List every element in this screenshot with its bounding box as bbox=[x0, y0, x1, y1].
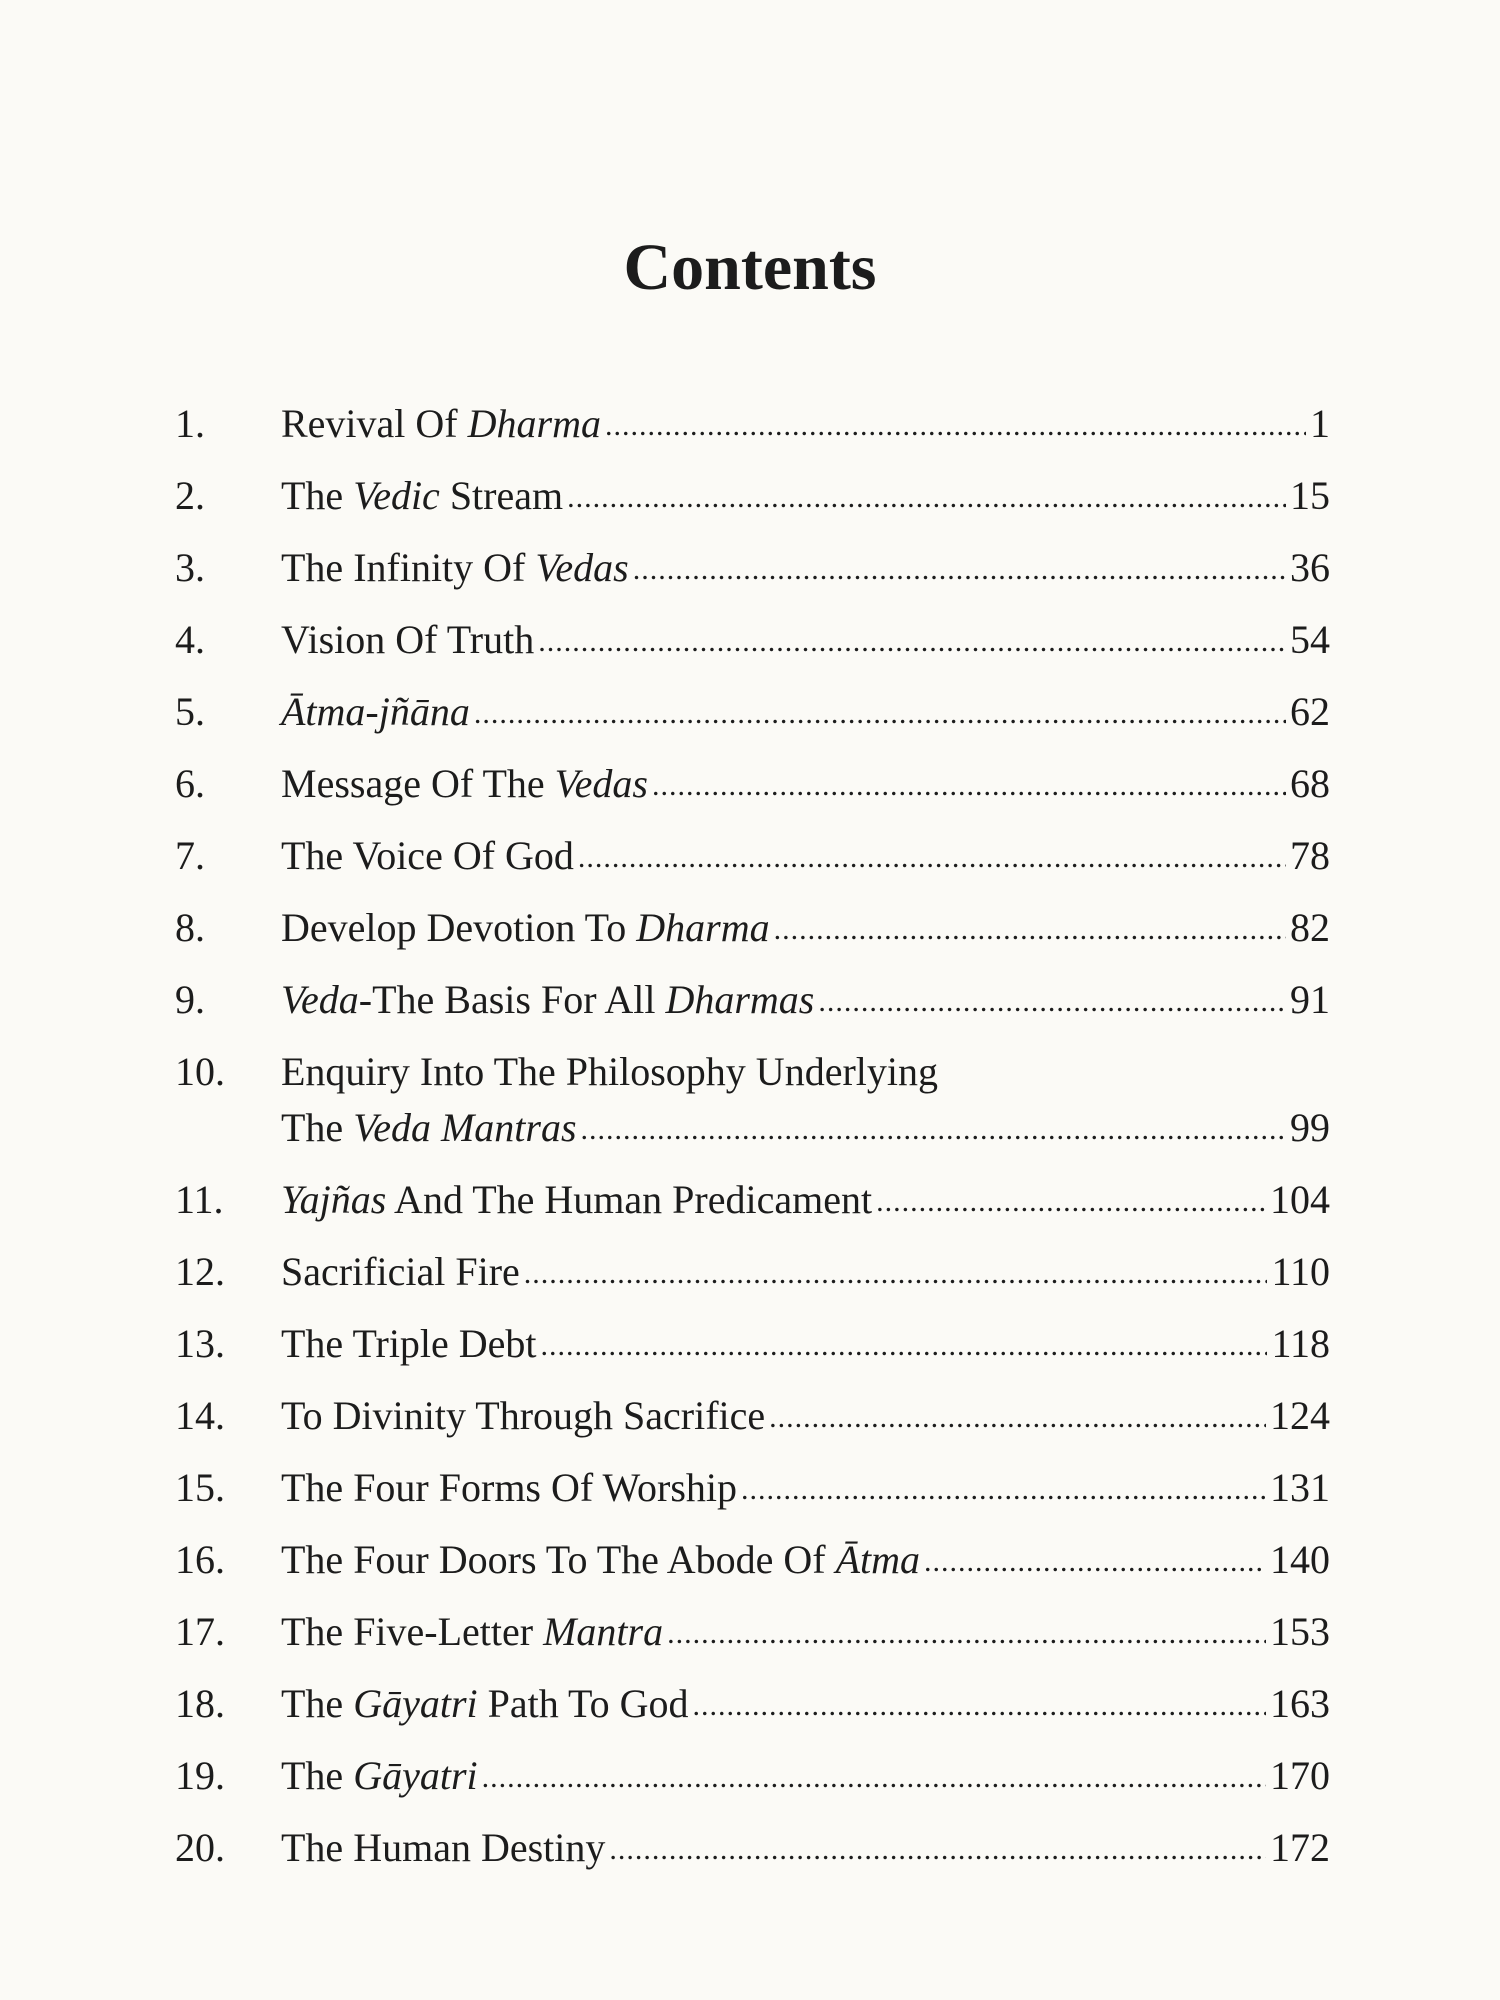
entry-line bbox=[281, 1740, 1330, 1812]
entry-title-part: The bbox=[281, 473, 354, 518]
page-number: 1 bbox=[1310, 401, 1330, 446]
entry-body bbox=[281, 1812, 1330, 1884]
page-number: 91 bbox=[1290, 977, 1330, 1022]
dot-leader bbox=[474, 674, 1286, 750]
dot-leader bbox=[769, 1378, 1266, 1454]
entry-title bbox=[281, 676, 470, 748]
entry-title bbox=[281, 748, 648, 820]
toc-entry bbox=[175, 1380, 1330, 1452]
page-number: 104 bbox=[1270, 1177, 1330, 1222]
toc-entry bbox=[175, 604, 1330, 676]
entry-title bbox=[281, 1164, 872, 1236]
page-number: 153 bbox=[1270, 1609, 1330, 1654]
entry-body bbox=[281, 1740, 1330, 1812]
entry-title bbox=[281, 604, 534, 676]
toc-entry bbox=[175, 1036, 1330, 1164]
entry-body bbox=[281, 820, 1330, 892]
toc-entry bbox=[175, 1524, 1330, 1596]
entry-line bbox=[281, 1668, 1330, 1740]
page-title: Contents bbox=[623, 231, 877, 304]
dot-leader bbox=[667, 1594, 1266, 1670]
entry-line bbox=[281, 1380, 1330, 1452]
toc-entry bbox=[175, 1164, 1330, 1236]
dot-leader bbox=[741, 1450, 1266, 1526]
toc-entry bbox=[175, 1812, 1330, 1884]
entry-line bbox=[281, 1100, 1330, 1156]
entry-title-part: The Four Forms Of Worship bbox=[281, 1465, 738, 1510]
dot-leader bbox=[609, 1810, 1266, 1886]
entry-number: 8. bbox=[175, 905, 205, 950]
entry-number: 15. bbox=[175, 1465, 225, 1510]
dot-leader bbox=[605, 386, 1306, 462]
entry-title-part: Vision Of Truth bbox=[281, 617, 535, 662]
entry-number: 5. bbox=[175, 689, 205, 734]
entry-title-part: -The Basis For All bbox=[358, 977, 666, 1022]
entry-title bbox=[281, 964, 814, 1036]
toc-entry bbox=[175, 1236, 1330, 1308]
entry-number: 4. bbox=[175, 617, 205, 662]
dot-leader bbox=[924, 1522, 1266, 1598]
entry-number: 12. bbox=[175, 1249, 225, 1294]
page-number: 54 bbox=[1290, 617, 1330, 662]
entry-title bbox=[281, 388, 601, 460]
entry-line bbox=[281, 1236, 1330, 1308]
toc-entry bbox=[175, 892, 1330, 964]
table-of-contents bbox=[175, 388, 1330, 1884]
page-number: 62 bbox=[1290, 689, 1330, 734]
entry-body bbox=[281, 1236, 1330, 1308]
entry-body bbox=[281, 460, 1330, 532]
entry-line bbox=[281, 604, 1330, 676]
entry-title-part: Ātma bbox=[835, 1537, 920, 1582]
entry-title-part: Gāyatri bbox=[353, 1681, 478, 1726]
entry-title bbox=[281, 1308, 537, 1380]
toc-entry bbox=[175, 388, 1330, 460]
page-number: 82 bbox=[1290, 905, 1330, 950]
dot-leader bbox=[567, 458, 1286, 534]
entry-number: 17. bbox=[175, 1609, 225, 1654]
page-number: 163 bbox=[1270, 1681, 1330, 1726]
entry-number: 6. bbox=[175, 761, 205, 806]
entry-title-part: Vedas bbox=[554, 761, 648, 806]
entry-title bbox=[281, 1236, 520, 1308]
entry-number: 19. bbox=[175, 1753, 225, 1798]
entry-title bbox=[281, 1452, 737, 1524]
entry-body bbox=[281, 1380, 1330, 1452]
entry-title-part: And The Human Predicament bbox=[386, 1177, 873, 1222]
toc-entry bbox=[175, 1668, 1330, 1740]
entry-title-part: To Divinity Through Sacrifice bbox=[281, 1393, 766, 1438]
entry-line bbox=[281, 676, 1330, 748]
entry-number: 13. bbox=[175, 1321, 225, 1366]
dot-leader bbox=[578, 818, 1286, 894]
toc-entry bbox=[175, 1596, 1330, 1668]
entry-title-part: Mantra bbox=[543, 1609, 664, 1654]
entry-body bbox=[281, 604, 1330, 676]
entry-body bbox=[281, 676, 1330, 748]
entry-body bbox=[281, 748, 1330, 820]
entry-title bbox=[281, 1380, 765, 1452]
toc-entry bbox=[175, 1452, 1330, 1524]
entry-title-part: The Human Destiny bbox=[281, 1825, 606, 1870]
entry-title bbox=[281, 892, 770, 964]
entry-title-first-line: Enquiry Into The Philosophy Underlying bbox=[281, 1049, 938, 1094]
dot-leader bbox=[581, 1098, 1286, 1158]
entry-title-part: Vedas bbox=[535, 545, 629, 590]
entry-number: 10. bbox=[175, 1049, 225, 1094]
entry-title-part: The bbox=[281, 1105, 354, 1150]
entry-body bbox=[281, 1596, 1330, 1668]
entry-line bbox=[281, 1452, 1330, 1524]
page-number: 68 bbox=[1290, 761, 1330, 806]
dot-leader bbox=[538, 602, 1286, 678]
entry-title-part: The bbox=[281, 1681, 354, 1726]
entry-line bbox=[281, 388, 1330, 460]
entry-title-part: Sacrificial Fire bbox=[281, 1249, 520, 1294]
dot-leader bbox=[524, 1234, 1268, 1310]
dot-leader bbox=[693, 1666, 1266, 1742]
page-number: 78 bbox=[1290, 833, 1330, 878]
entry-number: 20. bbox=[175, 1825, 225, 1870]
entry-number: 14. bbox=[175, 1393, 225, 1438]
entry-body bbox=[281, 1452, 1330, 1524]
entry-title-part: Dharma bbox=[636, 905, 770, 950]
entry-title-part: The Four Doors To The Abode Of bbox=[281, 1537, 836, 1582]
entry-line bbox=[281, 1308, 1330, 1380]
entry-title-part: Yajñas bbox=[281, 1177, 387, 1222]
entry-number: 2. bbox=[175, 473, 205, 518]
toc-entry bbox=[175, 532, 1330, 604]
entry-body bbox=[281, 1668, 1330, 1740]
entry-title bbox=[281, 1100, 577, 1156]
toc-entry bbox=[175, 460, 1330, 532]
entry-title bbox=[281, 1524, 920, 1596]
entry-line bbox=[281, 748, 1330, 820]
entry-number: 7. bbox=[175, 833, 205, 878]
dot-leader bbox=[876, 1162, 1266, 1238]
entry-title-part: Revival Of bbox=[281, 401, 468, 446]
entry-body bbox=[281, 388, 1330, 460]
page-number: 36 bbox=[1290, 545, 1330, 590]
entry-title-part: Dharma bbox=[467, 401, 601, 446]
page-number: 140 bbox=[1270, 1537, 1330, 1582]
toc-entry bbox=[175, 748, 1330, 820]
entry-body bbox=[281, 1524, 1330, 1596]
entry-line bbox=[281, 1524, 1330, 1596]
dot-leader bbox=[541, 1306, 1268, 1382]
entry-title-part: Stream bbox=[439, 473, 564, 518]
entry-title bbox=[281, 1668, 689, 1740]
entry-title-part: The Five-Letter bbox=[281, 1609, 544, 1654]
entry-title-part: The bbox=[281, 1753, 354, 1798]
entry-title bbox=[281, 1740, 478, 1812]
entry-title-part: Develop Devotion To bbox=[281, 905, 637, 950]
entry-number: 16. bbox=[175, 1537, 225, 1582]
dot-leader bbox=[818, 962, 1286, 1038]
toc-entry bbox=[175, 820, 1330, 892]
dot-leader bbox=[652, 746, 1286, 822]
entry-title bbox=[281, 1812, 605, 1884]
entry-line bbox=[281, 892, 1330, 964]
toc-entry bbox=[175, 964, 1330, 1036]
entry-title-part: Path To God bbox=[477, 1681, 689, 1726]
page-number: 15 bbox=[1290, 473, 1330, 518]
entry-line bbox=[281, 964, 1330, 1036]
toc-entry bbox=[175, 1308, 1330, 1380]
entry-number: 9. bbox=[175, 977, 205, 1022]
entry-number: 18. bbox=[175, 1681, 225, 1726]
entry-line bbox=[281, 1596, 1330, 1668]
entry-line bbox=[281, 1164, 1330, 1236]
entry-title bbox=[281, 532, 629, 604]
entry-body bbox=[281, 1308, 1330, 1380]
entry-line bbox=[281, 1812, 1330, 1884]
page-number: 110 bbox=[1271, 1249, 1330, 1294]
entry-title-part: Dharmas bbox=[665, 977, 815, 1022]
entry-title bbox=[281, 1596, 663, 1668]
toc-entry bbox=[175, 676, 1330, 748]
dot-leader bbox=[774, 890, 1286, 966]
page-number: 170 bbox=[1270, 1753, 1330, 1798]
entry-title-part: The Voice Of God bbox=[281, 833, 574, 878]
dot-leader bbox=[633, 530, 1286, 606]
entry-body bbox=[281, 892, 1330, 964]
entry-number: 11. bbox=[175, 1177, 224, 1222]
page-number: 118 bbox=[1271, 1321, 1330, 1366]
entry-body bbox=[281, 964, 1330, 1036]
entry-line bbox=[281, 532, 1330, 604]
entry-number: 1. bbox=[175, 401, 205, 446]
entry-body bbox=[281, 1164, 1330, 1236]
entry-line bbox=[281, 820, 1330, 892]
entry-body bbox=[281, 532, 1330, 604]
page-number: 172 bbox=[1270, 1825, 1330, 1870]
entry-title-part: Vedic bbox=[353, 473, 440, 518]
entry-title bbox=[281, 820, 574, 892]
entry-title bbox=[281, 460, 563, 532]
toc-entry bbox=[175, 1740, 1330, 1812]
dot-leader bbox=[482, 1738, 1266, 1814]
entry-body bbox=[281, 1036, 1330, 1156]
entry-title-part: The Infinity Of bbox=[281, 545, 536, 590]
entry-title-part: The Triple Debt bbox=[281, 1321, 537, 1366]
entry-line bbox=[281, 460, 1330, 532]
page-number: 131 bbox=[1270, 1465, 1330, 1510]
entry-title-part: Veda bbox=[281, 977, 359, 1022]
entry-title-part: Gāyatri bbox=[353, 1753, 478, 1798]
entry-number: 3. bbox=[175, 545, 205, 590]
page-number: 124 bbox=[1270, 1393, 1330, 1438]
entry-title-part: Veda Mantras bbox=[353, 1105, 577, 1150]
entry-title-part: Ātma-jñāna bbox=[281, 689, 470, 734]
page-number: 99 bbox=[1290, 1105, 1330, 1150]
entry-title-part: Message Of The bbox=[281, 761, 555, 806]
